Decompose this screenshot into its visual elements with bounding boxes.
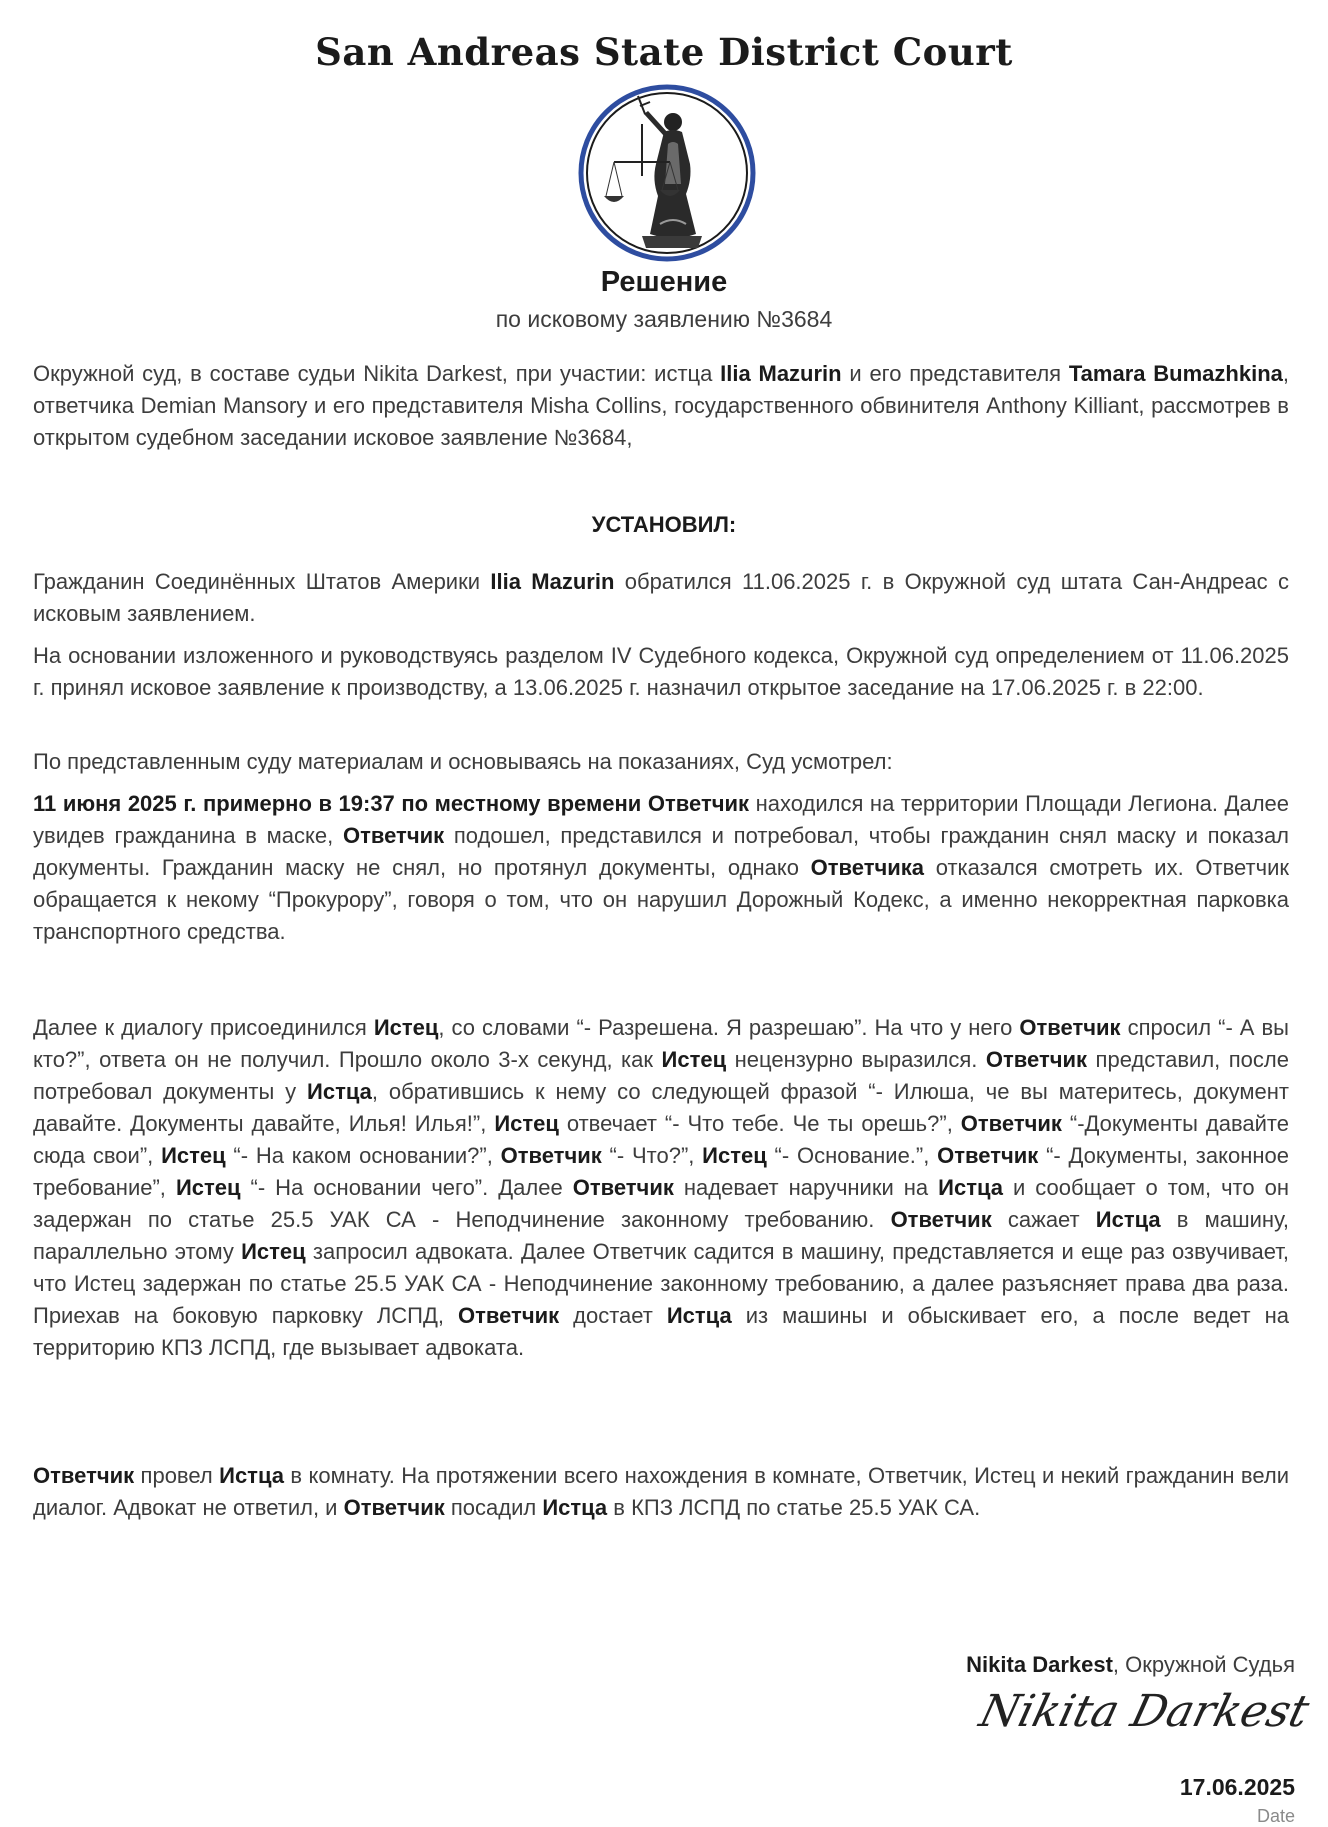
judge-title: , Окружной Судья bbox=[1112, 1652, 1295, 1677]
plaintiff-name: Ilia Mazurin bbox=[720, 361, 842, 386]
intro-paragraph: Окружной суд, в составе судьи Nikita Darkest, при участии: истца Ilia Mazurin и его представителя Tamara Bumazhkina, ответчика Demian Mansory и его представителя Misha Collins, государственного обвинителя Anthony Killiant, рассмотрев в открытом судебном заседании исковое заявление №3684, bbox=[33, 361, 1289, 450]
judge-name: Nikita Darkest bbox=[966, 1652, 1113, 1677]
paragraph-dialogue: Далее к диалогу присоединился Истец, со словами “- Разрешена. Я разрешаю”. На что у него Ответчик спросил “- А вы кто?”, ответа он не получил. Прошло около 3-х секунд, как Истец нецензурно выразился. Ответчик представил, после потребовал документы у Истца, обратившись к нему со следующей фразой “- Илюша, че вы материтесь, документ давайте. Документы давайте, Илья! Илья!”, Истец отвечает “- Что тебе. Че ты орешь?”, Ответчик “-Документы давайте сюда свои”, Истец “- На каком основании?”, Ответчик “- Что?”, Истец “- Основание.”, Ответчик “- Документы, законное требование”, Истец “- На основании чего”. Далее Ответчик надевает наручники на Истца и сообщает о том, что он задержан по статье 25.5 УАК СА - Неподчинение законному требованию. Ответчик сажает Истца в машину, параллельно этому Истец запросил адвоката. Далее Ответчик садится в машину, представляется и еще раз озвучивает, что Истец задержан по статье 25.5 УАК СА - Неподчинение законному требованию, а далее разъясняет права два раза. Приехав на боковую парковку ЛСПД, Ответчик достает Истца из машины и обыскивает его, а после ведет на территорию КПЗ ЛСПД, где вызывает адвоката. bbox=[33, 1015, 1290, 1360]
paragraph-filing: Гражданин Соединённых Штатов Америки Ilia Mazurin обратился 11.06.2025 г. в Окружной суд штата Сан-Андреас с исковым заявлением. bbox=[33, 569, 1289, 626]
document-title: Решение bbox=[600, 266, 728, 298]
decision-date: 17.06.2025 bbox=[1179, 1774, 1295, 1800]
plaintiff-representative-name: Tamara Bumazhkina bbox=[1068, 361, 1283, 386]
lady-justice-seal-icon bbox=[578, 84, 756, 262]
paragraph-findings-intro: По представленным суду материалам и основываясь на показаниях, Суд усмотрел: bbox=[33, 749, 893, 774]
plaintiff-name: Ilia Mazurin bbox=[490, 569, 615, 594]
document-subtitle: по исковому заявлению №3684 bbox=[495, 306, 833, 332]
paragraph-incident: 11 июня 2025 г. примерно в 19:37 по местному времени Ответчик находился на территории Площади Легиона. Далее увидев гражданина в маске, Ответчик подошел, представился и потребовал, чтобы гражданин снял маску и показал документы. Гражданин маску не снял, но протянул документы, однако Ответчика отказался смотреть их. Ответчик обращается к некому “Прокурору”, говоря о том, что он нарушил Дорожный Кодекс, а именно некорректная парковка транспортного средства. bbox=[33, 791, 1290, 944]
established-heading: УСТАНОВИЛ: bbox=[591, 512, 737, 537]
judge-signature-line bbox=[966, 1652, 1295, 1678]
court-title: San Andreas State District Court bbox=[315, 30, 1013, 74]
date-label: Date bbox=[1256, 1806, 1295, 1826]
handwritten-signature: Nikita Darkest bbox=[974, 1686, 1315, 1737]
paragraph-acceptance: На основании изложенного и руководствуясь разделом IV Судебного кодекса, Окружной суд определением от 11.06.2025 г. принял исковое заявление к производству, а 13.06.2025 г. назначил открытое заседание на 17.06.2025 г. в 22:00. bbox=[33, 643, 1289, 700]
paragraph-detention: Ответчик провел Истца в комнату. На протяжении всего нахождения в комнате, Ответчик, Истец и некий гражданин вели диалог. Адвокат не ответил, и Ответчик посадил Истца в КПЗ ЛСПД по статье 25.5 УАК СА. bbox=[33, 1463, 1289, 1520]
